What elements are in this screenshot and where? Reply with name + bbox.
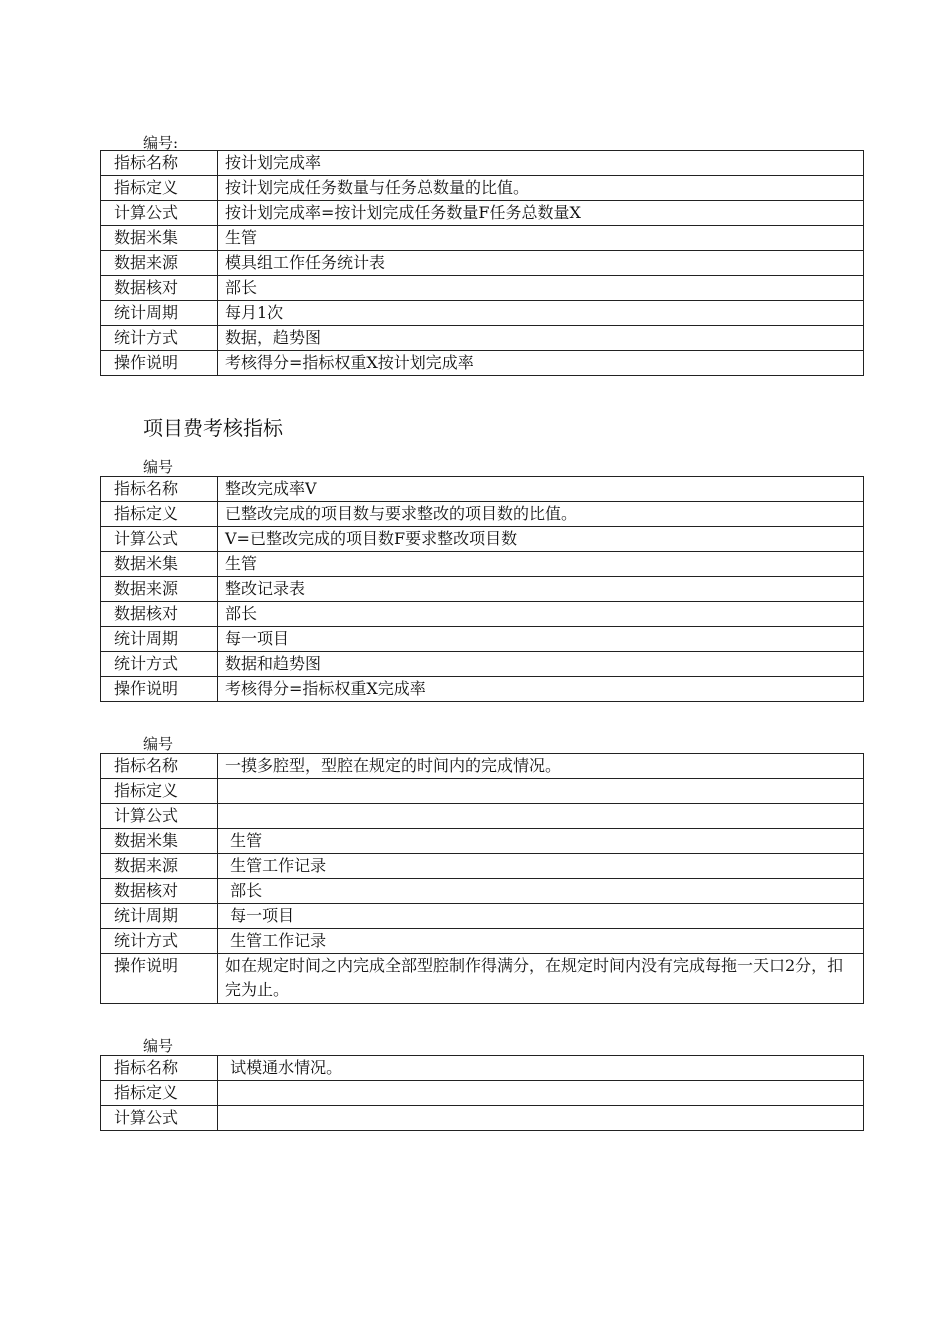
table-row — [101, 502, 864, 527]
row-value — [218, 779, 864, 804]
row-value: 生管工作记录 — [218, 929, 864, 954]
row-value: 按计划完成率 — [218, 151, 864, 176]
number-label: 编号: — [143, 134, 179, 152]
row-key: 数据米集 — [101, 226, 218, 251]
table-row — [101, 527, 864, 552]
row-value: 每月1次 — [218, 301, 864, 326]
row-key: 数据核对 — [101, 276, 218, 301]
row-value: 部长 — [218, 602, 864, 627]
row-value: 生管 — [218, 829, 864, 854]
row-value: 数据和趋势图 — [218, 652, 864, 677]
row-value: 生管 — [218, 226, 864, 251]
row-key: 数据米集 — [101, 829, 218, 854]
section-heading: 项目费考核指标 — [143, 416, 283, 440]
row-key: 统计周期 — [101, 301, 218, 326]
row-value: 整改记录表 — [218, 577, 864, 602]
row-value: 已整改完成的项目数与要求整改的项目数的比值。 — [218, 502, 864, 527]
row-key: 数据来源 — [101, 251, 218, 276]
table-row — [101, 677, 864, 702]
table-row — [101, 804, 864, 829]
row-value: 一摸多腔型，型腔在规定的时间内的完成情况。 — [218, 754, 864, 779]
row-value: 按计划完成任务数量与任务总数量的比值。 — [218, 176, 864, 201]
table-row — [101, 301, 864, 326]
row-key: 计算公式 — [101, 201, 218, 226]
table-row — [101, 351, 864, 376]
row-value: 模具组工作任务统计表 — [218, 251, 864, 276]
row-key: 数据米集 — [101, 552, 218, 577]
table-row — [101, 929, 864, 954]
row-value: 考核得分=指标权重X按计划完成率 — [218, 351, 864, 376]
row-key: 指标名称 — [101, 754, 218, 779]
row-value: 按计划完成率=按计划完成任务数量F任务总数量X — [218, 201, 864, 226]
indicator-table — [100, 150, 864, 376]
indicator-table — [100, 476, 864, 702]
table-row — [101, 854, 864, 879]
row-value — [218, 1106, 864, 1131]
row-key: 指标名称 — [101, 477, 218, 502]
table-row — [101, 602, 864, 627]
row-key: 操作说明 — [101, 351, 218, 376]
row-value: 部长 — [218, 879, 864, 904]
row-value: 每一项目 — [218, 627, 864, 652]
indicator-table — [100, 753, 864, 1004]
table-row — [101, 1106, 864, 1131]
row-key: 计算公式 — [101, 527, 218, 552]
table-row — [101, 879, 864, 904]
row-value — [218, 1081, 864, 1106]
row-value — [218, 804, 864, 829]
row-key: 指标名称 — [101, 151, 218, 176]
table-row — [101, 276, 864, 301]
number-label: 编号 — [143, 735, 174, 753]
row-key: 统计周期 — [101, 627, 218, 652]
table-row — [101, 1081, 864, 1106]
row-key: 数据核对 — [101, 879, 218, 904]
row-key: 指标名称 — [101, 1056, 218, 1081]
table-row — [101, 151, 864, 176]
table-row — [101, 226, 864, 251]
table-row — [101, 652, 864, 677]
number-label: 编号 — [143, 458, 174, 476]
table-row — [101, 326, 864, 351]
row-key: 数据来源 — [101, 577, 218, 602]
row-key: 计算公式 — [101, 1106, 218, 1131]
table-row — [101, 477, 864, 502]
row-value: 数据，趋势图 — [218, 326, 864, 351]
table-row — [101, 176, 864, 201]
table-row — [101, 829, 864, 854]
row-key: 数据核对 — [101, 602, 218, 627]
table-row — [101, 627, 864, 652]
row-key: 计算公式 — [101, 804, 218, 829]
row-key: 统计方式 — [101, 652, 218, 677]
row-key: 指标定义 — [101, 1081, 218, 1106]
row-value: 部长 — [218, 276, 864, 301]
row-key: 统计方式 — [101, 326, 218, 351]
row-value: 生管 — [218, 552, 864, 577]
row-key: 统计周期 — [101, 904, 218, 929]
row-key: 指标定义 — [101, 502, 218, 527]
row-key: 统计方式 — [101, 929, 218, 954]
row-key: 操作说明 — [101, 954, 218, 1004]
table-row — [101, 552, 864, 577]
indicator-table — [100, 1055, 864, 1131]
row-value: 整改完成率V — [218, 477, 864, 502]
row-key: 操作说明 — [101, 677, 218, 702]
table-row — [101, 904, 864, 929]
table-row — [101, 754, 864, 779]
table-row — [101, 1056, 864, 1081]
table-row — [101, 201, 864, 226]
row-key: 数据来源 — [101, 854, 218, 879]
row-value: 如在规定时间之内完成全部型腔制作得满分，在规定时间内没有完成每拖一天口2分，扣完为止。 — [218, 954, 864, 1004]
row-value: 试模通水情况。 — [218, 1056, 864, 1081]
table-row — [101, 577, 864, 602]
row-key: 指标定义 — [101, 779, 218, 804]
table-row — [101, 779, 864, 804]
row-value: 考核得分=指标权重X完成率 — [218, 677, 864, 702]
row-value: V=已整改完成的项目数F要求整改项目数 — [218, 527, 864, 552]
row-value: 每一项目 — [218, 904, 864, 929]
row-value: 生管工作记录 — [218, 854, 864, 879]
table-row — [101, 954, 864, 1004]
number-label: 编号 — [143, 1037, 174, 1055]
table-row — [101, 251, 864, 276]
row-key: 指标定义 — [101, 176, 218, 201]
